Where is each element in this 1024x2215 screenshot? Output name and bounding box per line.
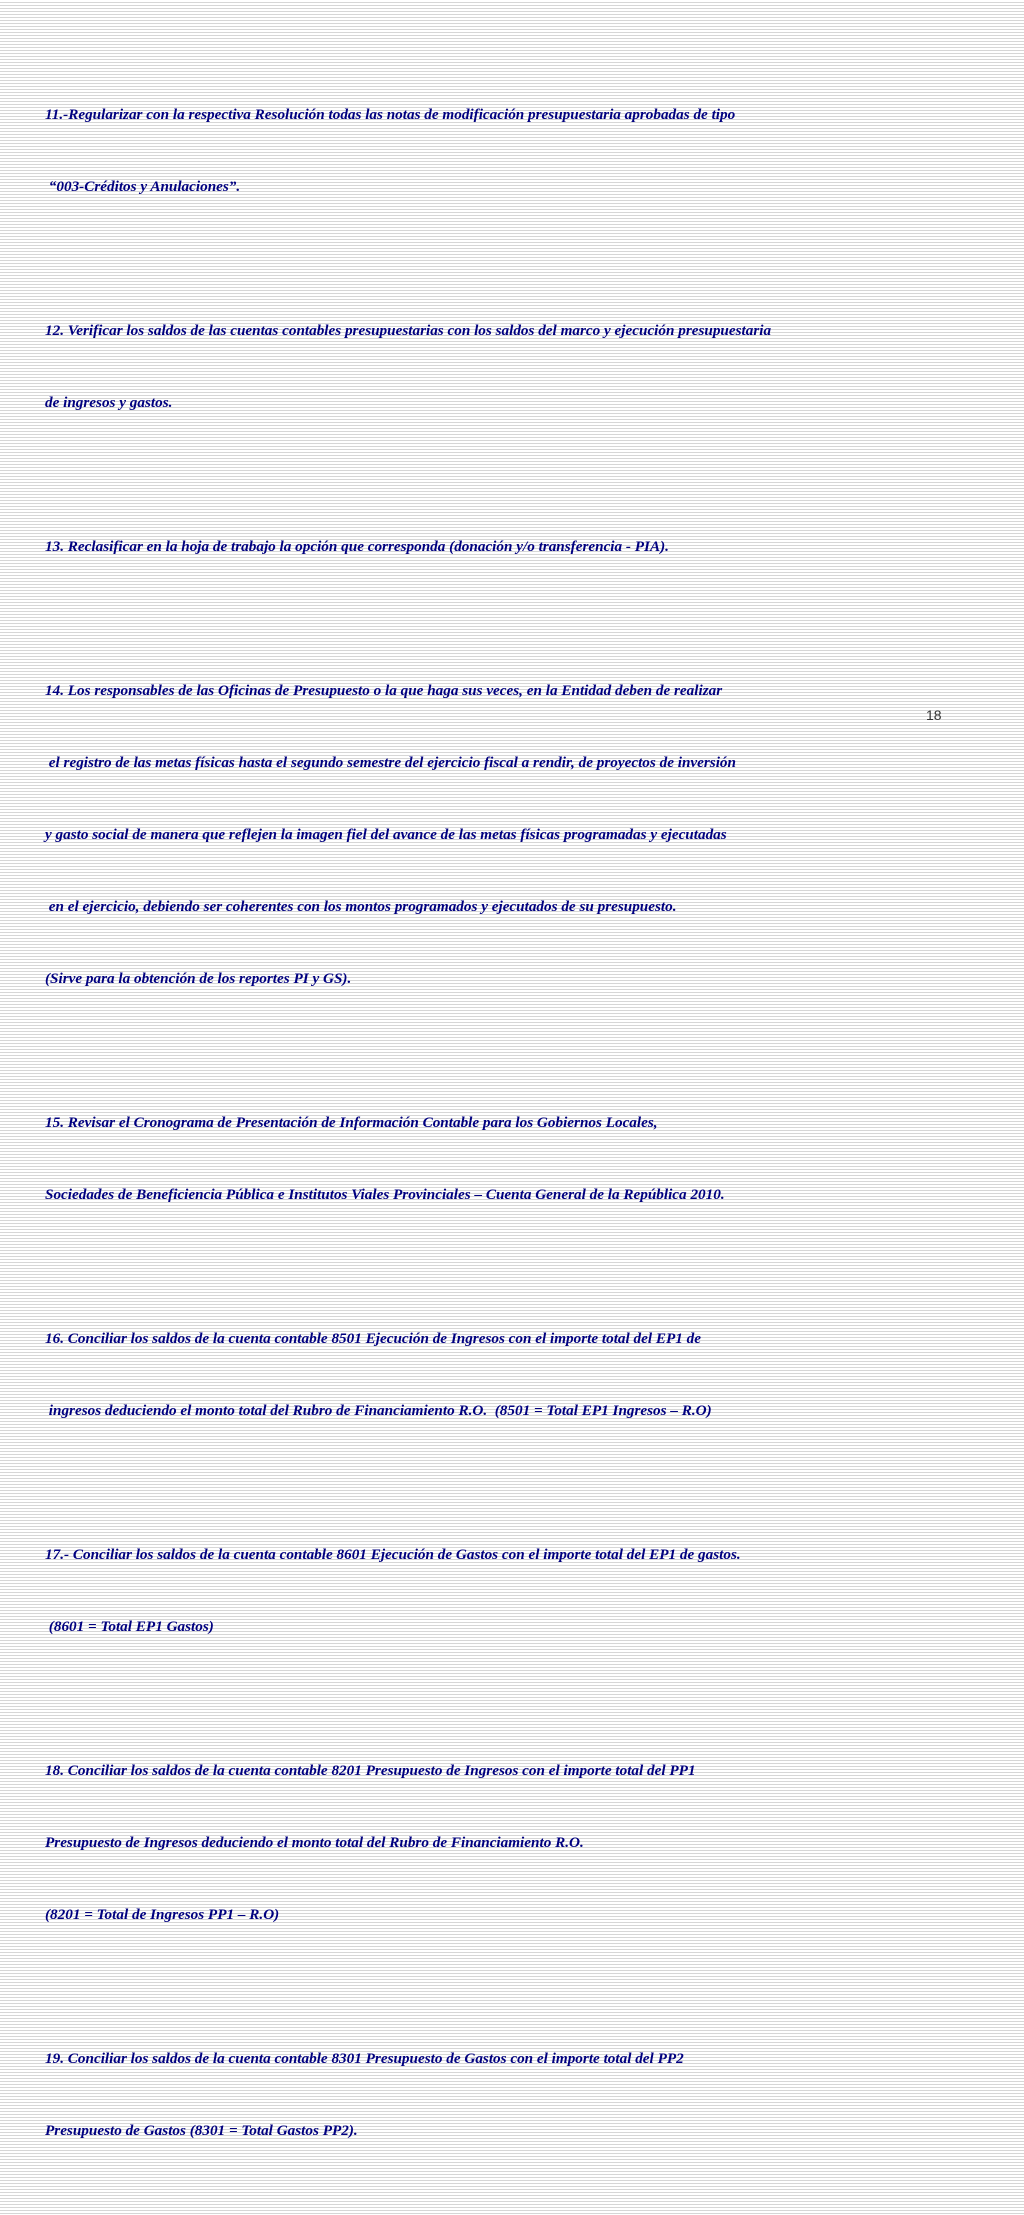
text-line: 14. Los responsables de las Oficinas de Presupuesto o la que haga sus veces, en la Entidad deben de realizar [45, 682, 723, 699]
text-line: (Sirve para la obtención de los reportes PI y GS). [45, 970, 352, 987]
text-line: en el ejercicio, debiendo ser coherentes con los montos programados y ejecutados de su presupuesto. [45, 898, 677, 915]
item-18 [45, 1711, 1015, 1975]
text-line: Presupuesto de Gastos (8301 = Total Gastos PP2). [45, 2122, 358, 2139]
item-17 [45, 1495, 1015, 1687]
text-line: Presupuesto de Ingresos deduciendo el monto total del Rubro de Financiamiento R.O. [45, 1834, 584, 1851]
item-19 [45, 1999, 1015, 2191]
text-line: 17.- Conciliar los saldos de la cuenta contable 8601 Ejecución de Gastos con el importe total del EP1 de gastos. [45, 1546, 741, 1563]
text-line: 16. Conciliar los saldos de la cuenta contable 8501 Ejecución de Ingresos con el importe total del EP1 de [45, 1330, 702, 1347]
text-line: y gasto social de manera que reflejen la imagen fiel del avance de las metas físicas programadas y ejecutadas [45, 826, 727, 843]
text-line: (8201 = Total de Ingresos PP1 – R.O) [45, 1906, 280, 1923]
text-line: el registro de las metas físicas hasta el segundo semestre del ejercicio fiscal a rendir, de proyectos de inversión [45, 754, 736, 771]
text-line: 13. Reclasificar en la hoja de trabajo la opción que corresponda (donación y/o transferencia - PIA). [45, 538, 669, 555]
item-15 [45, 1063, 1015, 1255]
text-line: (8601 = Total EP1 Gastos) [45, 1618, 214, 1635]
text-line: Sociedades de Beneficiencia Pública e Institutos Viales Provinciales – Cuenta General de la República 2010. [45, 1186, 725, 1203]
page-number: 18 [926, 707, 942, 723]
item-16 [45, 1279, 1015, 1471]
item-12 [45, 271, 1015, 463]
text-line: 12. Verificar los saldos de las cuentas contables presupuestarias con los saldos del marco y ejecución presupuestaria [45, 322, 772, 339]
text-line: 15. Revisar el Cronograma de Presentación de Información Contable para los Gobiernos Locales, [45, 1114, 658, 1131]
item-13 [45, 487, 1015, 607]
text-line: de ingresos y gastos. [45, 394, 173, 411]
text-line: ingresos deduciendo el monto total del Rubro de Financiamiento R.O. (8501 = Total EP1 Ingresos – R.O) [45, 1402, 712, 1419]
item-14 [45, 631, 1015, 1039]
text-line: 11.-Regularizar con la respectiva Resolución todas las notas de modificación presupuestaria aprobadas de tipo [45, 106, 736, 123]
item-11 [45, 55, 1015, 247]
text-line: 19. Conciliar los saldos de la cuenta contable 8301 Presupuesto de Gastos con el importe total del PP2 [45, 2050, 684, 2067]
slide-body [45, 55, 1015, 2215]
text-line: “003-Créditos y Anulaciones”. [45, 178, 241, 195]
text-line: 18. Conciliar los saldos de la cuenta contable 8201 Presupuesto de Ingresos con el importe total del PP1 [45, 1762, 696, 1779]
